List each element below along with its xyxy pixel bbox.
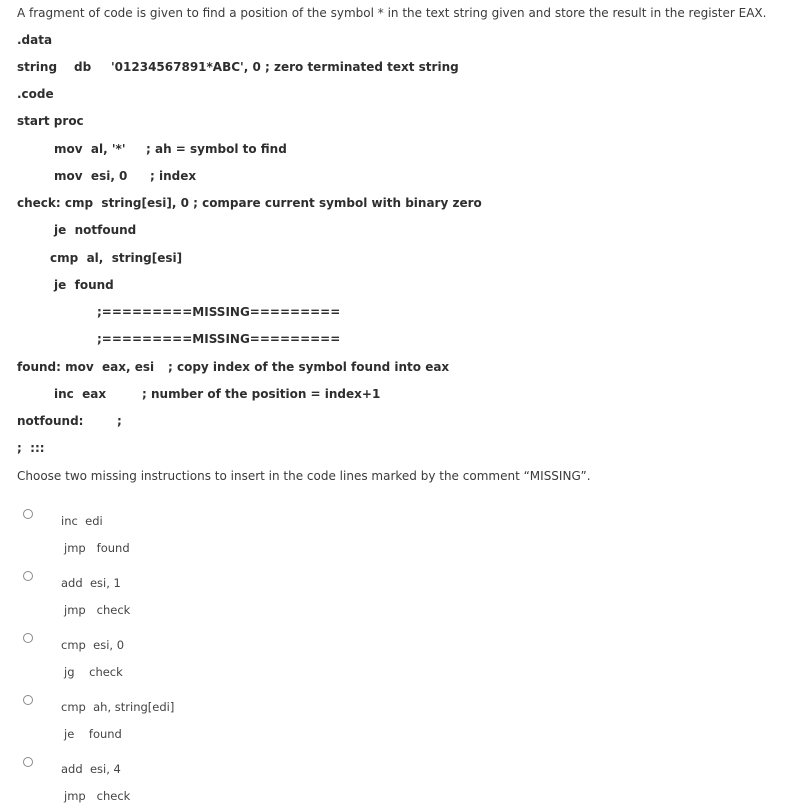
question-intro: A fragment of code is given to find a position of the symbol * in the text string given and store the result in the register EAX. xyxy=(17,6,767,20)
code-notfound-label: notfound: xyxy=(17,414,84,428)
option-line-2: je found xyxy=(64,727,122,741)
code-inc-eax-comment: ; number of the position = index+1 xyxy=(142,387,381,401)
code-string-type: db xyxy=(74,60,92,74)
option-line-1: cmp esi, 0 xyxy=(61,638,125,652)
code-inc-eax: inc eax xyxy=(54,387,107,401)
code-mov-al-comment: ; ah = symbol to find xyxy=(146,142,287,156)
code-mov-al: mov al, '*' xyxy=(54,142,126,156)
radio-button[interactable] xyxy=(23,633,33,643)
option-line-1: inc edi xyxy=(61,514,103,528)
code-dots-line: ; ::: xyxy=(17,441,45,455)
code-found-comment: ; copy index of the symbol found into eax xyxy=(168,360,450,374)
code-notfound-semi: ; xyxy=(117,414,122,428)
option-line-2: jmp check xyxy=(64,603,131,617)
code-mov-esi-comment: ; index xyxy=(150,169,197,183)
option-line-1: add esi, 4 xyxy=(61,762,121,776)
option-line-1: add esi, 1 xyxy=(61,576,121,590)
code-je-found: je found xyxy=(54,278,114,292)
code-start-proc: start proc xyxy=(17,114,84,128)
radio-button[interactable] xyxy=(23,509,33,519)
option-line-2: jg check xyxy=(64,665,123,679)
code-data-label: .data xyxy=(17,33,53,47)
code-cmp-al: cmp al, string[esi] xyxy=(50,251,183,265)
code-missing-1: ;=========MISSING========= xyxy=(97,305,341,319)
code-string-name: string xyxy=(17,60,58,74)
option-line-1: cmp ah, string[edi] xyxy=(61,700,175,714)
code-string-value: '01234567891*ABC', 0 xyxy=(111,60,261,74)
code-missing-2: ;=========MISSING========= xyxy=(97,332,341,346)
radio-button[interactable] xyxy=(23,695,33,705)
code-check-line: check: cmp string[esi], 0 ; compare current symbol with binary zero xyxy=(17,196,482,210)
code-mov-esi: mov esi, 0 xyxy=(54,169,128,183)
code-found-line: found: mov eax, esi xyxy=(17,360,155,374)
question-prompt: Choose two missing instructions to insert in the code lines marked by the comment “MISSING”. xyxy=(17,469,591,483)
code-string-comment: ; zero terminated text string xyxy=(265,60,459,74)
option-line-2: jmp check xyxy=(64,789,131,803)
radio-button[interactable] xyxy=(23,757,33,767)
code-je-notfound: je notfound xyxy=(54,223,137,237)
code-code-label: .code xyxy=(17,87,54,101)
option-line-2: jmp found xyxy=(64,541,130,555)
radio-button[interactable] xyxy=(23,571,33,581)
